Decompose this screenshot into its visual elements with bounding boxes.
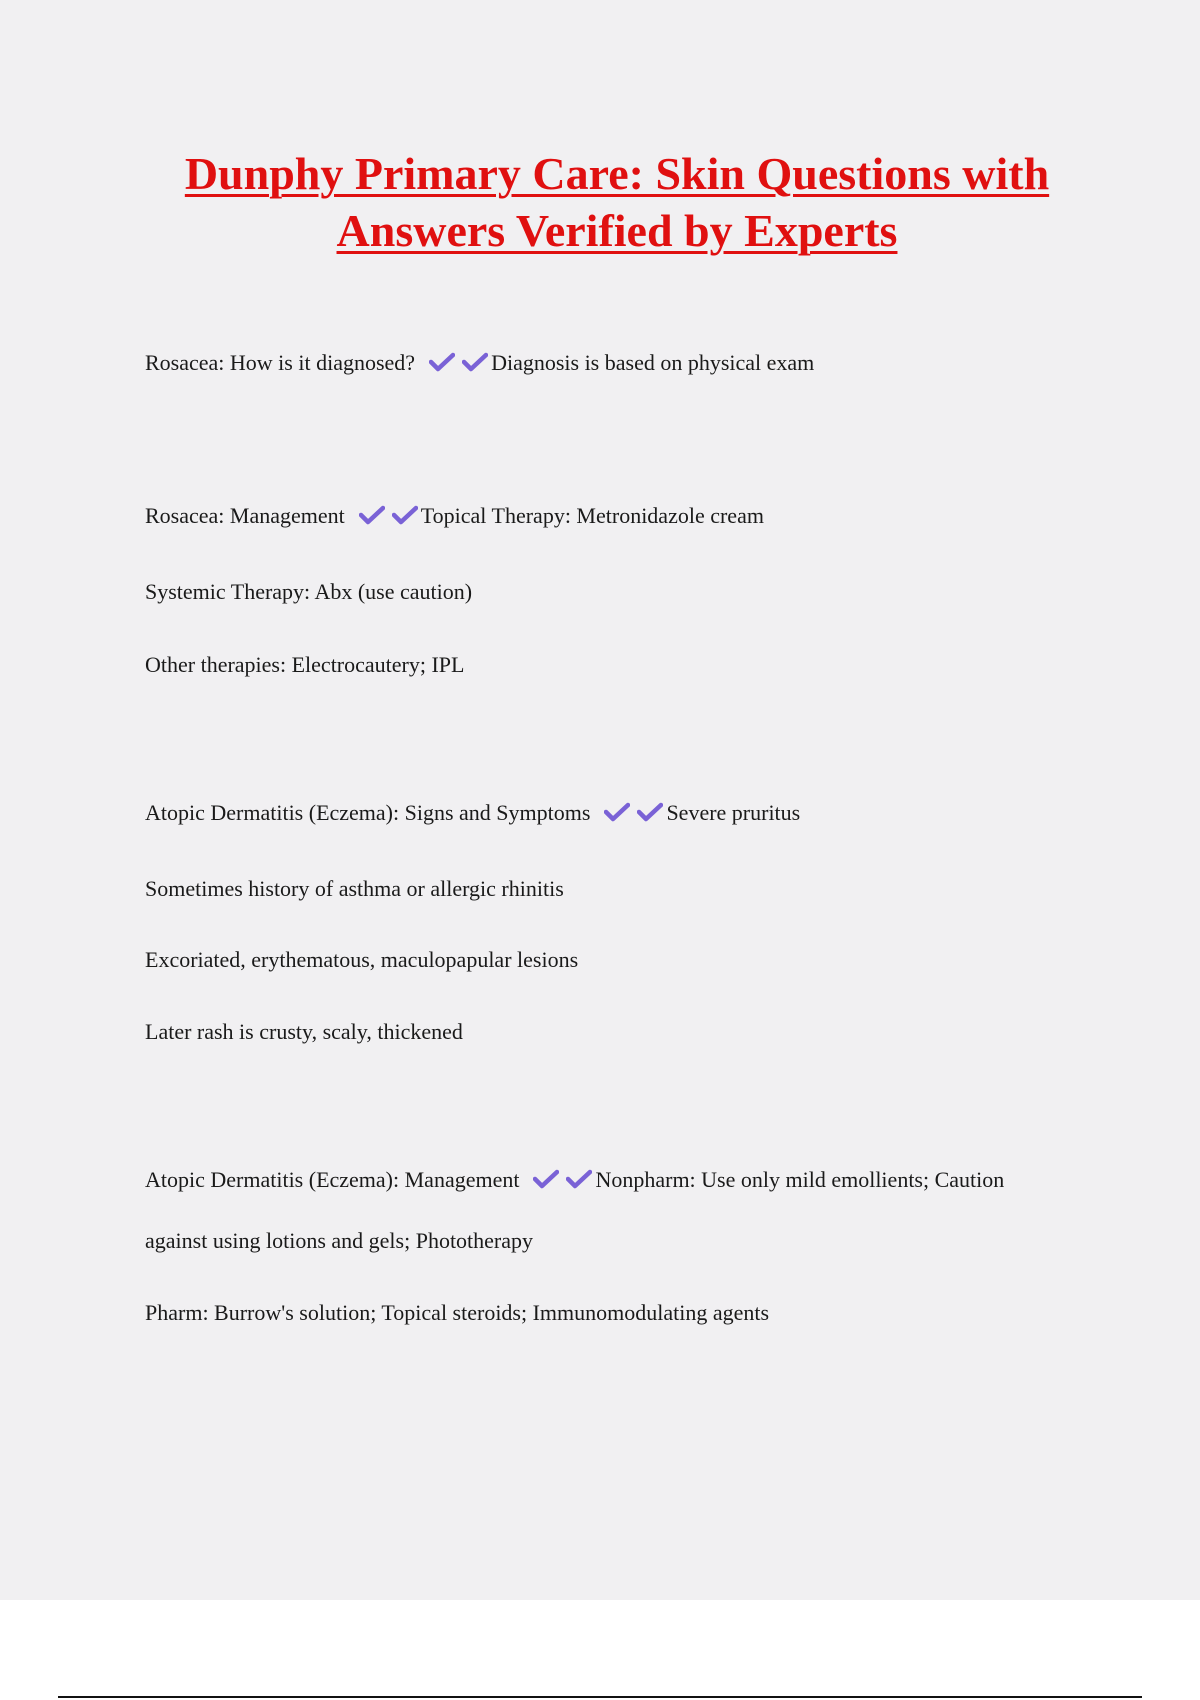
answer-line: Excoriated, erythematous, maculopapular lesions	[145, 947, 579, 972]
check-mark-icon	[566, 1169, 592, 1189]
check-mark-icon	[533, 1169, 559, 1189]
footer-divider	[58, 1696, 1142, 1698]
verified-checks	[359, 505, 419, 533]
check-mark-icon	[637, 802, 663, 822]
verified-checks	[429, 352, 489, 380]
answer-text: Nonpharm: Use only mild emollients; Caution	[595, 1167, 1005, 1192]
answer-text: Severe pruritus	[666, 800, 801, 825]
answer-line: Other therapies: Electrocautery; IPL	[145, 652, 465, 677]
question-text: Rosacea: Management	[145, 503, 345, 528]
check-mark-icon	[604, 802, 630, 822]
answer-text: Topical Therapy: Metronidazole cream	[420, 503, 764, 528]
answer-line: Pharm: Burrow's solution; Topical steroids; Immunomodulating agents	[145, 1300, 770, 1325]
check-mark-icon	[359, 505, 385, 525]
qa-item-1-first-line	[145, 349, 814, 380]
answer-line: against using lotions and gels; Phototherapy	[145, 1228, 534, 1253]
verified-checks	[604, 802, 664, 830]
question-text: Atopic Dermatitis (Eczema): Management	[145, 1167, 520, 1192]
question-text: Atopic Dermatitis (Eczema): Signs and Symptoms	[145, 800, 591, 825]
answer-text: Diagnosis is based on physical exam	[491, 350, 815, 375]
qa-item-2-first-line	[145, 502, 764, 533]
qa-item-4-first-line	[145, 1166, 1004, 1197]
answer-line: Systemic Therapy: Abx (use caution)	[145, 579, 473, 604]
question-text: Rosacea: How is it diagnosed?	[145, 350, 416, 375]
verified-checks	[533, 1169, 593, 1197]
answer-line: Sometimes history of asthma or allergic rhinitis	[145, 876, 564, 901]
check-mark-icon	[392, 505, 418, 525]
check-mark-icon	[462, 352, 488, 372]
check-mark-icon	[429, 352, 455, 372]
document-title: Dunphy Primary Care: Skin Questions with Answers Verified by Experts	[184, 148, 1050, 256]
qa-item-3-first-line	[145, 799, 800, 830]
answer-line: Later rash is crusty, scaly, thickened	[145, 1019, 463, 1044]
